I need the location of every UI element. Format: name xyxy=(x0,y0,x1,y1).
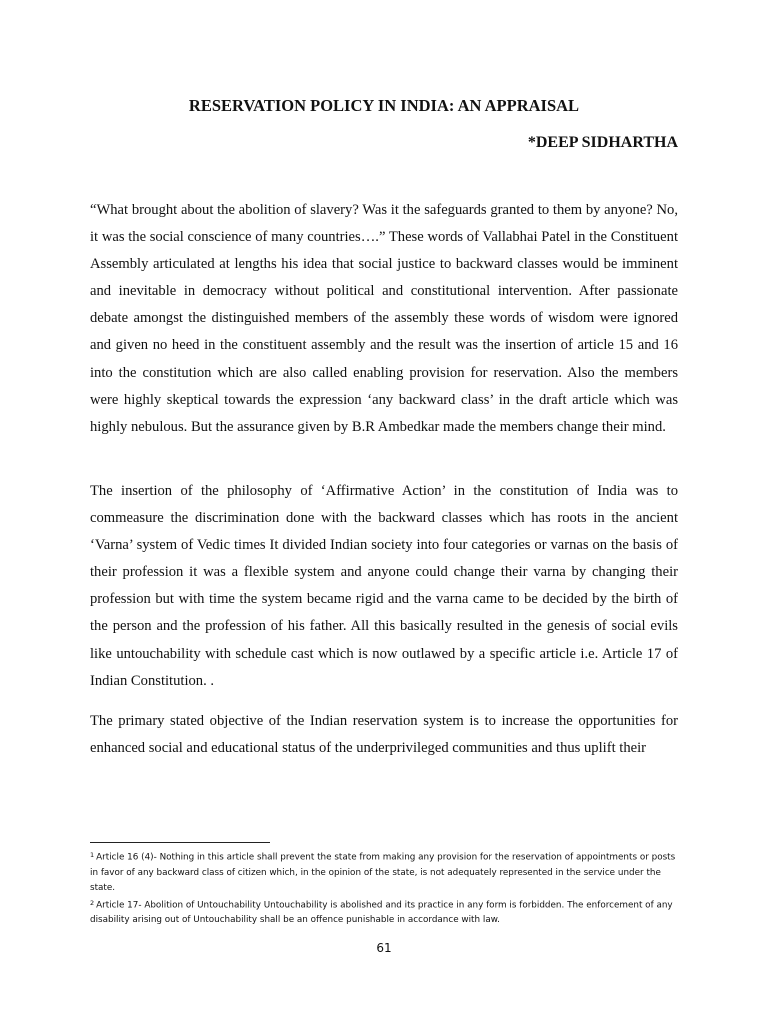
body-paragraph-2: The insertion of the philosophy of ‘Affirmative Action’ in the constitution of India was to commeasure the discrimination done with the backward classes which has roots in the ancient ‘Varna’ system of Vedic times It divided Indian society into four categories or varnas on the basis of their profession it was a flexible system and anyone could change their varna by changing their profession but with time the system became rigid and the varna came to be decided by the birth of the person and the profession of his father. All this basically resulted in the genesis of social evils like untouchability with schedule cast which is now outlawed by a specific article i.e. Article 17 of Indian Constitution. . xyxy=(90,483,678,689)
footnote-1 xyxy=(90,848,680,896)
footnote-text: Article 17- Abolition of Untouchability Untouchability is abolished and its practice in any form is forbidden. The enforcement of any disability arising out of Untouchability shall be an offence punishable in accordance with law. xyxy=(90,900,673,925)
footnotes xyxy=(90,848,680,928)
footnote-separator xyxy=(90,842,270,843)
footnote-2 xyxy=(90,896,680,929)
author-name: *DEEP SIDHARTHA xyxy=(527,134,678,151)
page-number: 61 xyxy=(376,941,392,955)
footnote-marker: 2 xyxy=(90,898,95,907)
footnote-text: Article 16 (4)- Nothing in this article shall prevent the state from making any provision for the reservation of appointments or posts in favor of any backward class of citizen which, in the opinion of the state, is not adequately represented in the service under the state. xyxy=(90,852,676,893)
body-paragraph-1: “What brought about the abolition of slavery? Was it the safeguards granted to them by anyone? No, it was the social conscience of many countries….” These words of Vallabhai Patel in the Constituent Assembly articulated at lengths his idea that social justice to backward classes would be imminent and inevitable in democracy without political and constitutional intervention. After passionate debate amongst the distinguished members of the assembly these words of wisdom were ignored and given no heed in the constituent assembly and the result was the insertion of article 15 and 16 into the constitution which are also called enabling provision for reservation. Also the members were highly skeptical towards the expression ‘any backward class’ in the draft article which was highly nebulous. But the assurance given by B.R Ambedkar made the members change their mind. xyxy=(90,202,678,435)
document-title: RESERVATION POLICY IN INDIA: AN APPRAISAL xyxy=(188,96,580,115)
body-paragraph-3: The primary stated objective of the Indian reservation system is to increase the opportunities for enhanced social and educational status of the underprivileged communities and thus uplift their xyxy=(90,713,678,757)
footnote-marker: 1 xyxy=(90,851,95,859)
